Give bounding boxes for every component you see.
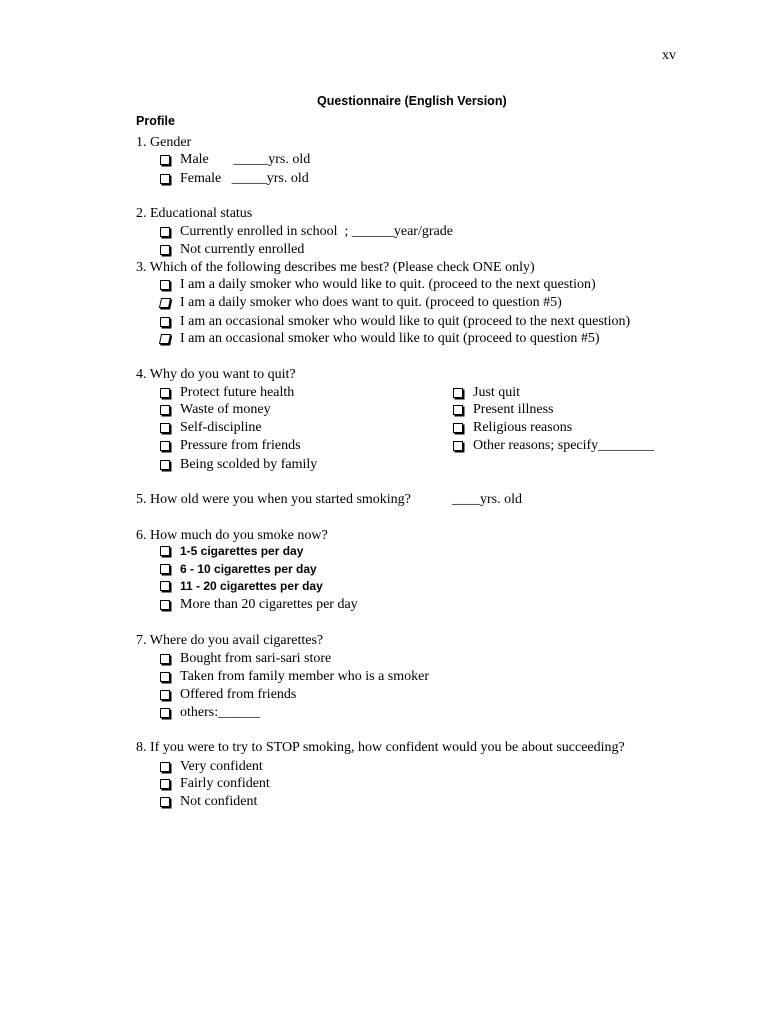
checkbox-icon[interactable]	[159, 334, 171, 344]
option-label: Other reasons; specify________	[473, 438, 655, 453]
question-2-label: 2. Educational status	[136, 206, 253, 221]
q5-answer-field[interactable]: ____yrs. old	[452, 492, 522, 507]
option-label: Just quit	[473, 385, 521, 400]
question-7-label: 7. Where do you avail cigarettes?	[136, 633, 324, 648]
page-number: xv	[662, 48, 676, 63]
checkbox-icon[interactable]	[160, 600, 170, 610]
q4-option-health[interactable]	[160, 384, 294, 402]
option-label: Present illness	[473, 402, 554, 417]
q8-option-1[interactable]	[160, 758, 263, 776]
checkbox-icon[interactable]	[160, 227, 170, 237]
option-label: Taken from family member who is a smoker	[180, 669, 430, 684]
checkbox-icon[interactable]	[453, 405, 463, 415]
q4-option-other[interactable]	[453, 437, 654, 455]
checkbox-icon[interactable]	[160, 708, 170, 718]
checkbox-icon[interactable]	[453, 423, 463, 433]
option-label: I am a daily smoker who would like to quit. (proceed to the next question)	[180, 277, 596, 292]
q4-option-money[interactable]	[160, 401, 271, 419]
option-label: Male _____yrs. old	[180, 152, 311, 167]
checkbox-icon[interactable]	[160, 460, 170, 470]
section-heading: Profile	[136, 114, 175, 128]
q2-option-enrolled[interactable]	[160, 223, 453, 241]
checkbox-icon[interactable]	[453, 441, 463, 451]
q4-option-illness[interactable]	[453, 401, 554, 419]
checkbox-icon[interactable]	[160, 388, 170, 398]
checkbox-icon[interactable]	[160, 245, 170, 255]
question-4-label: 4. Why do you want to quit?	[136, 367, 296, 382]
checkbox-icon[interactable]	[160, 405, 170, 415]
q6-option-4[interactable]	[160, 596, 358, 614]
checkbox-icon[interactable]	[160, 762, 170, 772]
option-label: More than 20 cigarettes per day	[180, 597, 358, 612]
q1-option-female[interactable]	[160, 170, 309, 188]
q4-option-just-quit[interactable]	[453, 384, 520, 402]
option-label: Self-discipline	[180, 420, 262, 435]
page-title: Questionnaire (English Version)	[317, 94, 507, 108]
checkbox-icon[interactable]	[160, 174, 170, 184]
checkbox-icon[interactable]	[160, 672, 170, 682]
checkbox-icon[interactable]	[453, 388, 463, 398]
option-label: Bought from sari-sari store	[180, 651, 332, 666]
q7-option-3[interactable]	[160, 686, 296, 704]
q1-option-male[interactable]	[160, 151, 310, 169]
option-label: Currently enrolled in school ; ______year/grade	[180, 224, 453, 239]
question-3-label: 3. Which of the following describes me best? (Please check ONE only)	[136, 260, 535, 275]
q3-option-2[interactable]	[160, 294, 562, 312]
checkbox-icon[interactable]	[160, 441, 170, 451]
q4-option-discipline[interactable]	[160, 419, 262, 437]
checkbox-icon[interactable]	[159, 298, 171, 308]
q3-option-4[interactable]	[160, 330, 600, 348]
option-label: I am an occasional smoker who would like to quit (proceed to question #5)	[180, 331, 600, 346]
checkbox-icon[interactable]	[160, 317, 170, 327]
question-8-label: 8. If you were to try to STOP smoking, how confident would you be about succeeding?	[136, 740, 625, 755]
option-label: Waste of money	[180, 402, 271, 417]
option-label: Very confident	[180, 759, 263, 774]
q6-option-3[interactable]	[160, 579, 323, 593]
question-6-label: 6. How much do you smoke now?	[136, 528, 328, 543]
q8-option-3[interactable]	[160, 793, 257, 811]
q4-option-pressure[interactable]	[160, 437, 301, 455]
option-label: Being scolded by family	[180, 457, 318, 472]
option-label: Female _____yrs. old	[180, 171, 309, 186]
checkbox-icon[interactable]	[160, 546, 170, 556]
q2-option-not-enrolled[interactable]	[160, 241, 304, 259]
q6-option-2[interactable]	[160, 562, 317, 576]
checkbox-icon[interactable]	[160, 155, 170, 165]
q4-option-religious[interactable]	[453, 419, 572, 437]
option-label: others:______	[180, 705, 261, 720]
question-5-label: 5. How old were you when you started smoking?	[136, 492, 411, 507]
option-label: Offered from friends	[180, 687, 297, 702]
option-label: Not currently enrolled	[180, 242, 305, 257]
q4-option-scolded[interactable]	[160, 456, 317, 474]
option-label: Religious reasons	[473, 420, 573, 435]
option-label: Fairly confident	[180, 776, 270, 791]
option-label: Not confident	[180, 794, 258, 809]
q8-option-2[interactable]	[160, 775, 270, 793]
question-1-label: 1. Gender	[136, 135, 192, 150]
option-label: I am an occasional smoker who would like to quit (proceed to the next question)	[180, 314, 631, 329]
q3-option-1[interactable]	[160, 276, 596, 294]
q7-option-2[interactable]	[160, 668, 429, 686]
checkbox-icon[interactable]	[160, 280, 170, 290]
checkbox-icon[interactable]	[160, 564, 170, 574]
q7-option-1[interactable]	[160, 650, 331, 668]
option-label: 11 - 20 cigarettes per day	[180, 579, 323, 593]
checkbox-icon[interactable]	[160, 423, 170, 433]
checkbox-icon[interactable]	[160, 690, 170, 700]
checkbox-icon[interactable]	[160, 581, 170, 591]
checkbox-icon[interactable]	[160, 654, 170, 664]
option-label: 6 - 10 cigarettes per day	[180, 562, 317, 576]
option-label: 1-5 cigarettes per day	[180, 544, 304, 558]
option-label: Protect future health	[180, 385, 295, 400]
q3-option-3[interactable]	[160, 313, 630, 331]
option-label: Pressure from friends	[180, 438, 301, 453]
q7-option-4[interactable]	[160, 704, 260, 722]
checkbox-icon[interactable]	[160, 779, 170, 789]
option-label: I am a daily smoker who does want to quit. (proceed to question #5)	[180, 295, 562, 310]
q6-option-1[interactable]	[160, 544, 303, 558]
checkbox-icon[interactable]	[160, 797, 170, 807]
